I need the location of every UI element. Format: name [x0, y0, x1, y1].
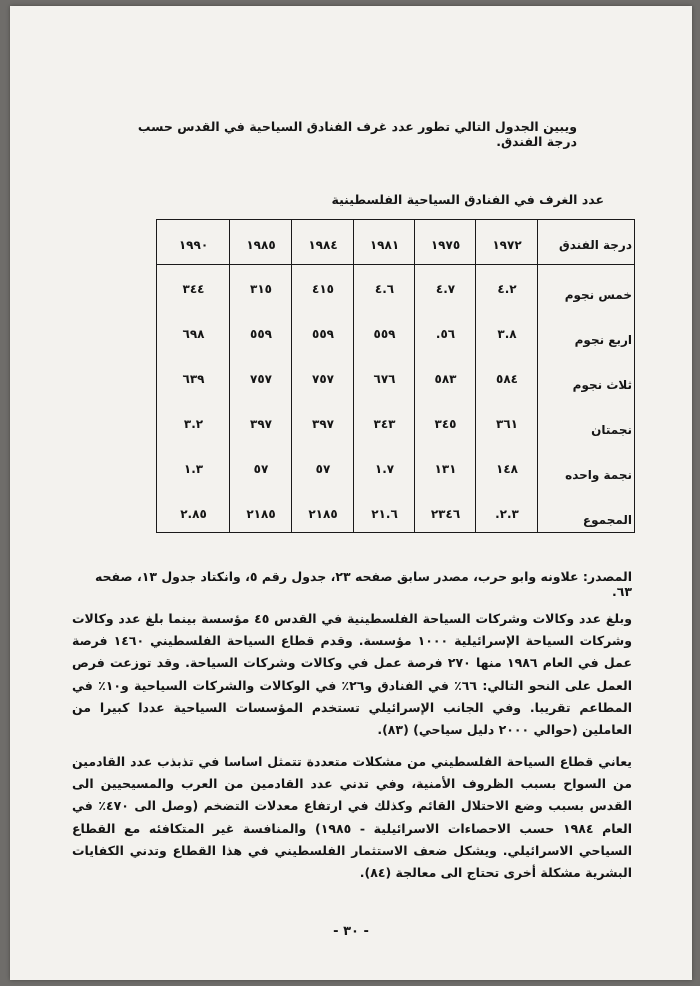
table-cell: ٥٦. — [435, 327, 456, 341]
table-header-cell: ١٩٨٤ — [308, 238, 338, 252]
table-row-label: خمس نجوم — [564, 288, 632, 302]
document-page — [10, 6, 692, 980]
table-column-rule — [414, 219, 415, 533]
table-cell: ٦٣٩ — [182, 372, 205, 386]
table-cell: ٦٩٨ — [182, 327, 205, 341]
table-cell: ٢١.٦ — [371, 507, 398, 521]
table-column-rule — [229, 219, 230, 533]
table-cell: ٢١٨٥ — [246, 507, 276, 521]
table-cell: ١٣١ — [434, 462, 457, 476]
table-cell: ٥٧ — [315, 462, 331, 476]
table-cell: ٣.٢ — [183, 417, 204, 431]
table-cell: ٧٥٧ — [250, 372, 272, 386]
table-column-rule — [537, 219, 538, 533]
table-column-rule — [291, 219, 292, 533]
table-cell: ٤.٦ — [374, 282, 395, 296]
table-row-label: ثلاث نجوم — [572, 378, 632, 392]
rooms-table — [157, 212, 635, 538]
table-header-cell: ١٩٧٢ — [492, 238, 522, 252]
table-cell: ١.٣ — [183, 462, 204, 476]
table-cell: ٥٨٣ — [434, 372, 457, 386]
table-cell: ١.٧ — [374, 462, 395, 476]
table-header-cell: ١٩٩٠ — [178, 238, 209, 252]
table-cell: ٣٤٥ — [434, 417, 457, 431]
table-cell: ٢١٨٥ — [308, 507, 338, 521]
table-cell: ٥٥٩ — [250, 327, 272, 341]
table-caption: عدد الغرف في الفنادق السياحية الفلسطينية — [331, 192, 604, 207]
table-column-rule — [353, 219, 354, 533]
paragraph-agencies: وبلغ عدد وكالات وشركات السياحة الفلسطينية في القدس ٤٥ مؤسسة بينما بلغ عدد وكالات وشركات السياحة الإسرائيلية ١٠٠٠ مؤسسة. وقدم قطاع السياحة الفلسطيني ١٤٦٠ فرصة عمل في العام ١٩٨٦ منها ٢٧٠ فرصة عمل في وكالات وشركات السياحة. وقد توزعت فرص العمل على النحو التالي: ٦٦٪ في الفنادق و٢٦٪ في الوكالات والشركات السياحية و١٠٪ في المطاعم تقريبا. وفي الجانب الإسرائيلي تستخدم المؤسسات السياحية عددا كبيرا من العاملين (حوالي ٢٠٠٠ دليل سياحي) (٨٣). — [72, 611, 633, 738]
table-cell: ٣٤٣ — [373, 417, 396, 431]
table-header-cell: ١٩٧٥ — [430, 238, 461, 252]
table-cell: ٣.٨ — [497, 327, 517, 341]
table-cell: ٤.٧ — [435, 282, 456, 296]
table-cell: ٣٩٧ — [312, 417, 334, 431]
table-cell: ٣٤٤ — [182, 282, 205, 296]
table-row-label: نجمة واحده — [565, 468, 632, 482]
table-cell: ٥٥٩ — [373, 327, 396, 341]
table-cell: ٣٩٧ — [250, 417, 272, 431]
table-row-label: المجموع — [582, 513, 632, 527]
table-column-rule — [634, 219, 635, 533]
page-number: - ٣٠ - — [333, 924, 369, 939]
table-cell: ٤.٢ — [497, 282, 517, 296]
table-cell: ٧٥٧ — [312, 372, 334, 386]
table-cell: ٦٧٦ — [373, 372, 396, 386]
table-cell: ٢٣٤٦ — [430, 507, 461, 521]
table-cell: ٥٧ — [253, 462, 269, 476]
table-cell: ٥٥٩ — [312, 327, 334, 341]
table-cell: ٣١٥ — [250, 282, 272, 296]
table-header-cell: ١٩٨٥ — [246, 238, 276, 252]
table-row-label: نجمتان — [591, 423, 632, 437]
table-row-label: اربع نجوم — [574, 333, 632, 347]
table-cell: ١٤٨ — [496, 462, 518, 476]
paragraph-problems: يعاني قطاع السياحة الفلسطيني من مشكلات متعددة تتمثل اساسا في تذبذب عدد القادمين من السواح بسبب الظروف الأمنية، وفي تدني عدد القادمين من العرب والمسيحيين الى القدس بسبب وضع الاحتلال القائم وكذلك في ارتفاع معدلات التضخم (وصل الى ٤٧٠٪ في العام ١٩٨٤ حسب الاحصاءات الاسرائيلية - ١٩٨٥) والمنافسة غير المتكافئه مع القطاع السياحي الاسرائيلي. ويشكل ضعف الاستثمار الفلسطيني في هذا القطاع وتدني الكفايات البشرية مشكلة أخرى تحتاج الى معالجة (٨٤). — [72, 754, 632, 881]
table-column-rule — [156, 219, 157, 533]
intro-sentence: ويبين الجدول التالي تطور عدد غرف الفنادق السياحية في القدس حسب درجة الفندق. — [137, 119, 577, 149]
table-cell: ٢.٨٥ — [180, 507, 207, 521]
table-cell: ٢.٣. — [495, 507, 519, 521]
table-header-cell: درجة الفندق — [559, 238, 632, 252]
table-cell: ٤١٥ — [312, 282, 334, 296]
table-header-cell: ١٩٨١ — [369, 238, 400, 252]
table-source: المصدر: علاونه وابو حرب، مصدر سابق صفحه ٢٣، جدول رقم ٥، وانكتاد جدول ١٣، صفحه ٦٣. — [94, 569, 632, 599]
table-column-rule — [475, 219, 476, 533]
table-cell: ٣٦١ — [496, 417, 518, 431]
table-cell: ٥٨٤ — [496, 372, 518, 386]
